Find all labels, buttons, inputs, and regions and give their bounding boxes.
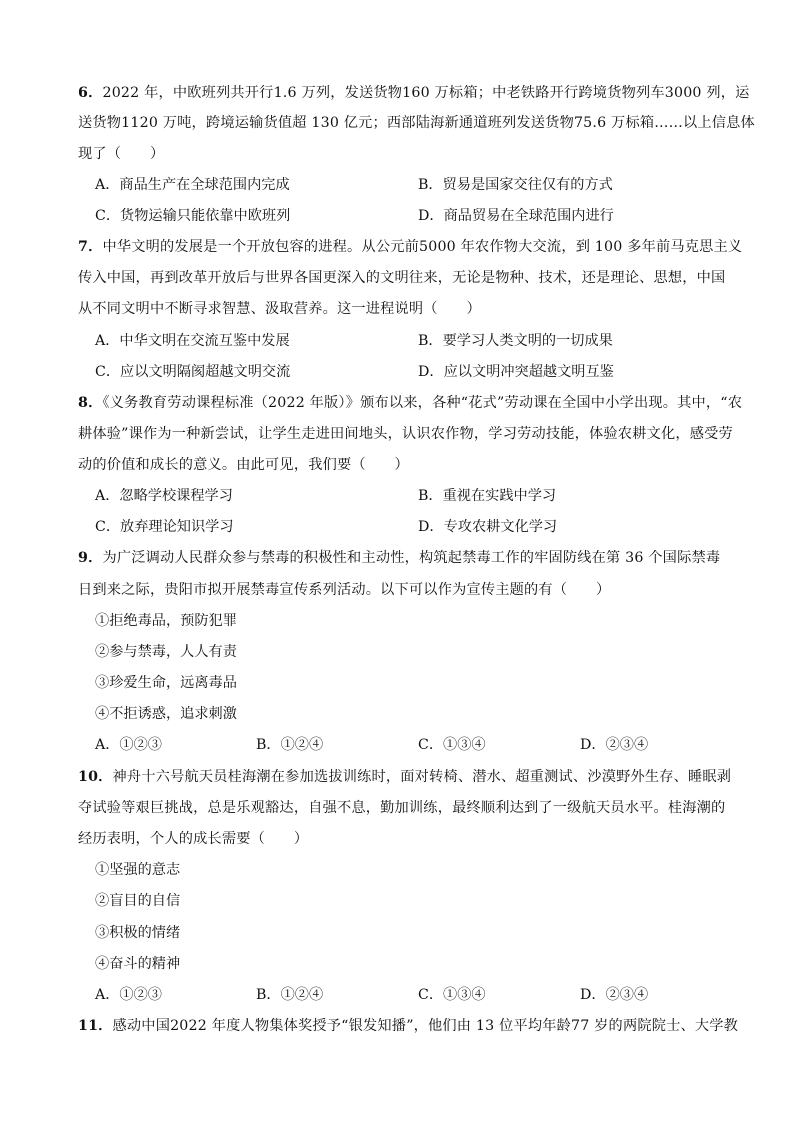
q7-line-3: 从不同文明中不断寻求智慧、汲取营养。这一进程说明（ ） (78, 301, 481, 317)
q6-option-c[interactable]: C．货物运输只能依靠中欧班列 (95, 208, 291, 224)
q8-option-a[interactable]: A．忽略学校课程学习 (95, 488, 233, 504)
q8-text-1: 《义务教育劳动课程标准（2022 年版）》颁布以来，各种“花式”劳动课在全国中小学出现。其中，“农 (102, 395, 743, 411)
q7-option-b[interactable]: B．要学习人类文明的一切成果 (418, 333, 613, 349)
q10-statement-1: ①坚强的意志 (95, 862, 181, 878)
q10-number: 10． (78, 769, 113, 785)
q7-line-2: 传入中国，再到改革开放后与世界各国更深入的文明往来，无论是物种、技术，还是理论、思想，中国 (78, 270, 726, 286)
q10-statement-3: ③积极的情绪 (95, 925, 181, 941)
q6-number: 6． (78, 85, 103, 101)
q10-line-2: 夺试验等艰巨挑战，总是乐观豁达，自强不息，勤加训练，最终顺利达到了一级航天员水平。桂海潮的 (78, 800, 726, 816)
q6-text-1: 2022 年，中欧班列共开行1.6 万列，发送货物160 万标箱；中老铁路开行跨境货物列车3000 列，运 (102, 85, 750, 101)
q7-option-d[interactable]: D．应以文明冲突超越文明互鉴 (418, 364, 614, 380)
q9-text-1: 为广泛调动人民群众参与禁毒的积极性和主动性，构筑起禁毒工作的牢固防线在第 36 个国际禁毒 (102, 550, 721, 566)
q6-option-b[interactable]: B．贸易是国家交往仅有的方式 (418, 177, 613, 193)
q8-option-b[interactable]: B．重视在实践中学习 (418, 488, 557, 504)
q10-option-c[interactable]: C．①③④ (418, 987, 486, 1003)
q9-statement-3: ③珍爱生命，远离毒品 (95, 675, 237, 691)
q8-line-2: 耕体验”课作为一种新尝试，让学生走进田间地头，认识农作物，学习劳动技能，体验农耕文化，感受劳 (78, 426, 733, 442)
q7-option-a[interactable]: A．中华文明在交流互鉴中发展 (95, 333, 290, 349)
q9-option-b[interactable]: B．①②④ (256, 737, 324, 753)
q9-line-1 (78, 548, 746, 568)
q8-option-d[interactable]: D．专攻农耕文化学习 (418, 519, 558, 535)
q10-option-a[interactable]: A．①②③ (95, 987, 162, 1003)
q10-option-d[interactable]: D．②③④ (580, 987, 649, 1003)
q10-text-1: 神舟十六号航天员桂海潮在参加选拔训练时，面对转椅、潜水、超重测试、沙漠野外生存、睡眠剥 (112, 769, 732, 785)
q9-line-2: 日到来之际，贵阳市拟开展禁毒宣传系列活动。以下可以作为宣传主题的有（ ） (78, 582, 611, 598)
q11-number: 11． (78, 1018, 113, 1034)
q10-option-b[interactable]: B．①②④ (256, 987, 324, 1003)
q9-statement-2: ②参与禁毒，人人有责 (95, 644, 237, 660)
q7-option-c[interactable]: C．应以文明隔阂超越文明交流 (95, 364, 291, 380)
q9-statement-4: ④不拒诱惑，追求刺激 (95, 706, 237, 722)
q9-option-a[interactable]: A．①②③ (95, 737, 162, 753)
q6-option-a[interactable]: A．商品生产在全球范围内完成 (95, 177, 290, 193)
q7-number: 7． (78, 239, 103, 255)
q8-number: 8． (78, 395, 103, 411)
q9-statement-1: ①拒绝毒品，预防犯罪 (95, 613, 237, 629)
q10-statement-2: ②盲目的自信 (95, 893, 181, 909)
q6-line-2: 送货物1120 万吨，跨境运输货值超 130 亿元；西部陆海新通道班列发送货物75.6 万标箱……以上信息体 (78, 115, 755, 131)
q9-option-c[interactable]: C．①③④ (418, 737, 486, 753)
q7-text-1: 中华文明的发展是一个开放包容的进程。从公元前5000 年农作物大交流，到 100 多年前马克思主义 (102, 239, 743, 255)
q7-line-1 (78, 237, 746, 257)
q11-text-1: 感动中国2022 年度人物集体奖授予“银发知播”，他们由 13 位平均年龄77 岁的两院院士、大学教 (112, 1018, 739, 1034)
q8-line-3: 动的价值和成长的意义。由此可见，我们要（ ） (78, 457, 409, 473)
q6-line-1 (78, 83, 750, 103)
q8-option-c[interactable]: C．放弃理论知识学习 (95, 519, 234, 535)
q9-option-d[interactable]: D．②③④ (580, 737, 649, 753)
q10-line-3: 经历表明，个人的成长需要（ ） (78, 831, 309, 847)
q9-number: 9． (78, 550, 103, 566)
q6-line-3: 现了（ ） (78, 146, 165, 162)
q10-statement-4: ④奋斗的精神 (95, 956, 181, 972)
q8-line-1 (78, 393, 746, 413)
q6-option-d[interactable]: D．商品贸易在全球范围内进行 (418, 208, 614, 224)
q11-line-1 (78, 1016, 746, 1036)
q10-line-1 (78, 767, 746, 787)
